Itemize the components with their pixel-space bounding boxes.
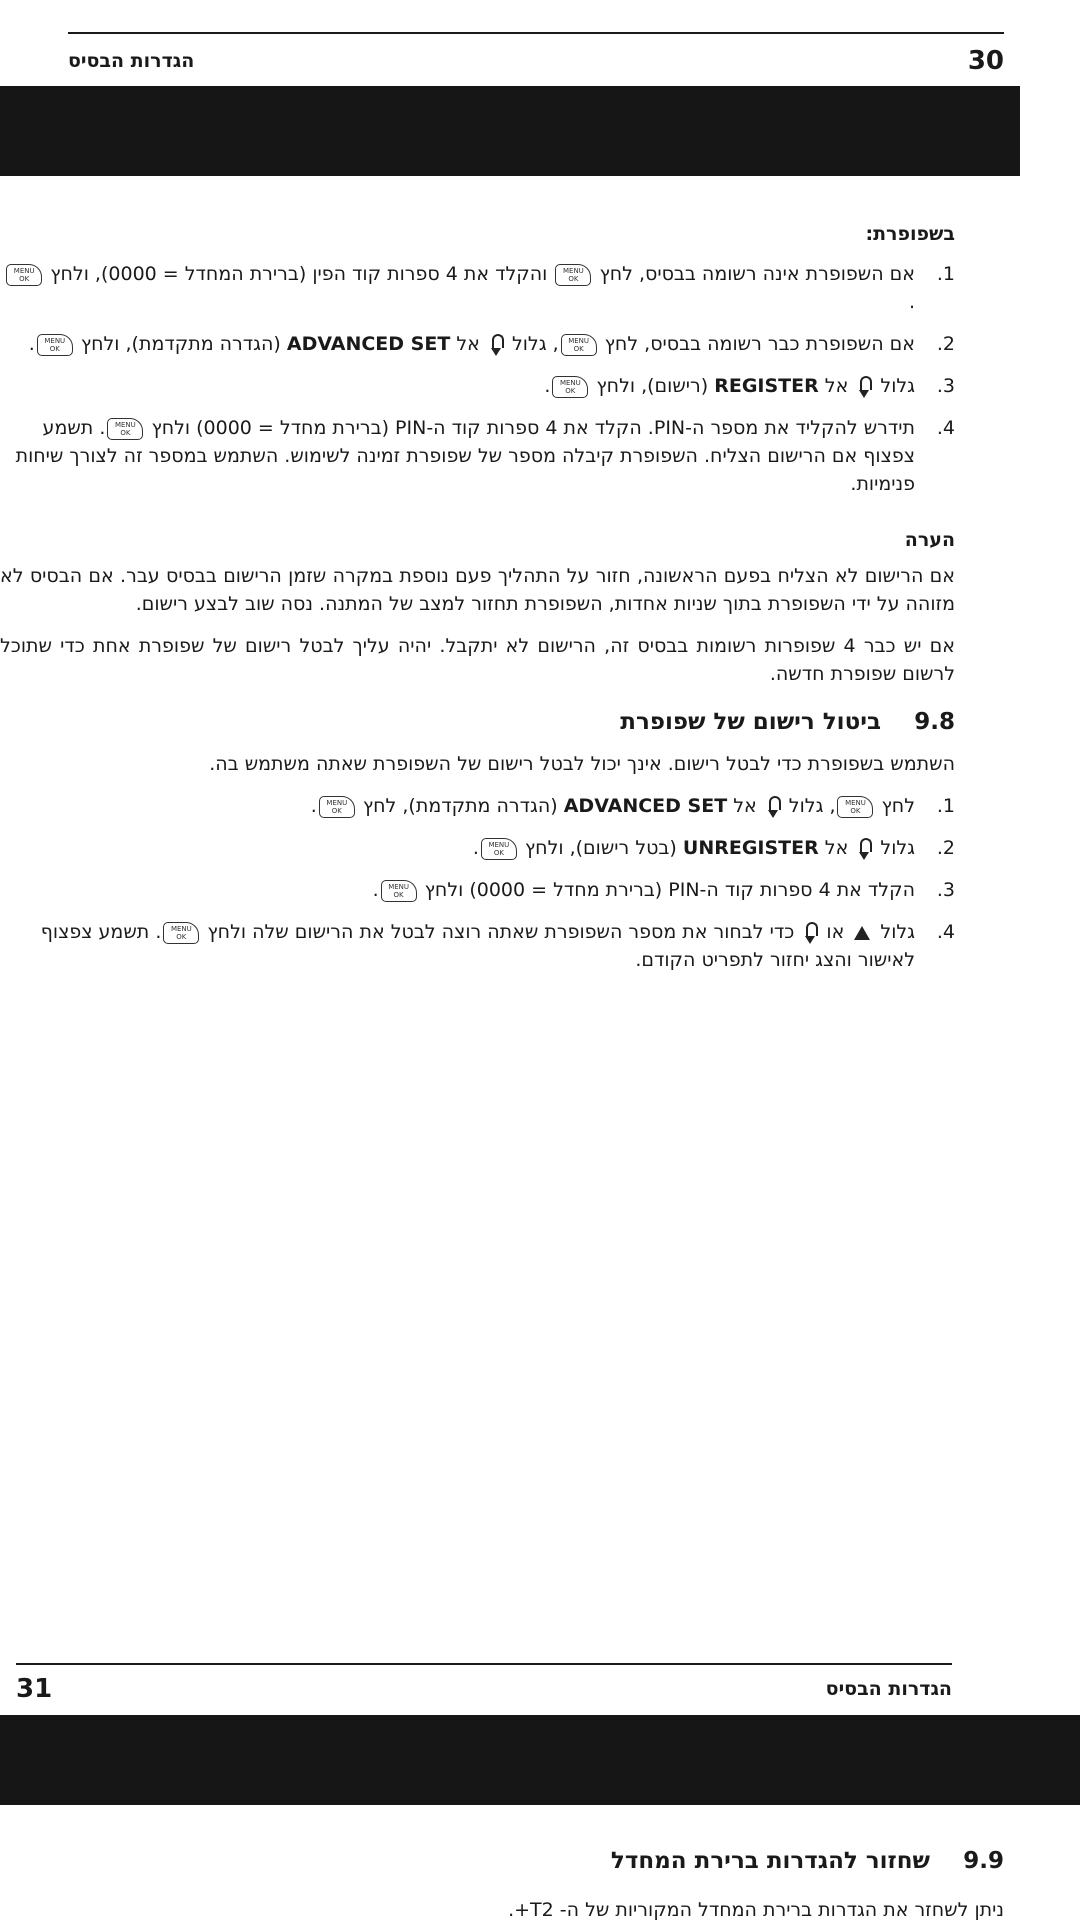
menu-ok-key-icon: MENU OK bbox=[381, 880, 417, 902]
menu-ok-key-icon: MENU OK bbox=[561, 334, 597, 356]
menu-ok-key-icon: MENU OK bbox=[107, 418, 143, 440]
section-heading-9-9 bbox=[104, 1848, 1004, 1874]
page-number: 31 bbox=[16, 1674, 53, 1704]
subheading-handset: בשפופרת: bbox=[865, 223, 955, 245]
step-text: אם השפופרת כבר רשומה בבסיס, לחץ MENU OK, גלול אל ADVANCED SET (הגדרה מתקדמת), ולחץ MENU OK. bbox=[0, 330, 915, 358]
menu-ok-key-icon: MENU OK bbox=[481, 838, 517, 860]
list-item bbox=[0, 330, 955, 358]
navigation-scroll-icon bbox=[856, 374, 872, 400]
step-number: 3. bbox=[936, 879, 955, 901]
register-steps bbox=[0, 260, 955, 498]
step-number: 3. bbox=[936, 375, 955, 397]
list-item bbox=[0, 834, 955, 862]
navigation-scroll-icon bbox=[765, 794, 781, 820]
list-item bbox=[0, 260, 955, 316]
list-item bbox=[0, 792, 955, 820]
page-30-content bbox=[0, 220, 955, 988]
header-title: הגדרות הבסיס bbox=[825, 1678, 952, 1700]
header-title: הגדרות הבסיס bbox=[68, 50, 195, 72]
step-text: אם השפופרת אינה רשומה בבסיס, לחץ MENU OK והקלד את 4 ספרות קוד הפין (ברירת המחדל = 0000), ולחץ MENU OK. bbox=[0, 260, 915, 316]
step-number: 1. bbox=[936, 263, 955, 285]
navigation-scroll-icon bbox=[488, 332, 504, 358]
step-number: 2. bbox=[936, 333, 955, 355]
page-gap-band bbox=[0, 1715, 1080, 1805]
menu-ok-key-icon: MENU OK bbox=[6, 264, 42, 286]
page-number: 30 bbox=[967, 46, 1004, 76]
step-number: 1. bbox=[936, 795, 955, 817]
page-gap-band bbox=[0, 86, 1020, 176]
page-header-31 bbox=[16, 1674, 952, 1714]
step-text: תידרש להקליד את מספר ה-PIN. הקלד את 4 ספרות קוד ה-PIN (ברירת מחדל = 0000) ולחץ MENU OK. תשמע צפצוף אם הרישום הצליח. השפופרת קיבלה מספר של שפופרת זמינה לשימוש. השתמש במספר זה לצורך שיחות פנימיות. bbox=[15, 417, 915, 495]
menu-ok-key-icon: MENU OK bbox=[319, 796, 355, 818]
list-item bbox=[0, 876, 955, 904]
menu-ok-key-icon: MENU OK bbox=[37, 334, 73, 356]
menu-ok-key-icon: MENU OK bbox=[555, 264, 591, 286]
list-item bbox=[0, 918, 955, 974]
page-header-30 bbox=[68, 44, 1004, 84]
top-rule bbox=[68, 32, 1004, 34]
list-item bbox=[0, 372, 955, 400]
section-intro: השתמש בשפופרת כדי לבטל רישום. אינך יכול לבטל רישום של השפופרת שאתה משתמש בה. bbox=[209, 753, 955, 775]
section-number: 9.8 bbox=[914, 709, 955, 735]
bottom-rule bbox=[16, 1663, 952, 1665]
unregister-steps bbox=[0, 792, 955, 974]
step-text: גלול או כדי לבחור את מספר השפופרת שאתה רוצה לבטל את הרישום שלה ולחץ MENU OK. תשמע צפצוף לאישור והצג יחזור לתפריט הקודם. bbox=[40, 921, 915, 971]
note-paragraph: אם הרישום לא הצליח בפעם הראשונה, חזור על התהליך פעם נוספת במקרה שזמן הרישום בבסיס עבר. אם הבסיס לא מזוהה על ידי השפופרת בתוך שניות אחדות, השפופרת תחזור למצב של המתנה. נסה שוב לבצע רישום. bbox=[0, 565, 955, 615]
list-item bbox=[0, 414, 955, 498]
step-text: גלול אל REGISTER (רישום), ולחץ MENU OK. bbox=[0, 372, 915, 400]
step-number: 2. bbox=[936, 837, 955, 859]
section-title: שחזור להגדרות ברירת המחדל bbox=[610, 1848, 930, 1874]
note-heading: הערה bbox=[904, 529, 955, 551]
section-number: 9.9 bbox=[963, 1848, 1004, 1874]
note-paragraph: אם יש כבר 4 שפופרות רשומות בבסיס זה, הרישום לא יתקבל. יהיה עליך לבטל רישום של שפופרת אחת כדי שתוכל לרשום שפופרת חדשה. bbox=[0, 635, 955, 685]
menu-ok-key-icon: MENU OK bbox=[163, 922, 199, 944]
step-text: לחץ MENU OK, גלול אל ADVANCED SET (הגדרה מתקדמת), לחץ MENU OK. bbox=[0, 792, 915, 820]
navigation-scroll-icon bbox=[856, 836, 872, 862]
section-intro: ניתן לשחזר את הגדרות ברירת המחדל המקוריות של ה- T2+. bbox=[508, 1899, 1004, 1920]
navigation-scroll-icon bbox=[802, 920, 818, 946]
step-number: 4. bbox=[936, 921, 955, 943]
step-text: גלול אל UNREGISTER (בטל רישום), ולחץ MENU OK. bbox=[0, 834, 915, 862]
scroll-up-icon bbox=[854, 926, 870, 940]
step-text: הקלד את 4 ספרות קוד ה-PIN (ברירת מחדל = 0000) ולחץ MENU OK. bbox=[372, 879, 915, 901]
menu-ok-key-icon: MENU OK bbox=[552, 376, 588, 398]
section-title: ביטול רישום של שפופרת bbox=[620, 709, 881, 735]
step-number: 4. bbox=[936, 417, 955, 439]
menu-ok-key-icon: MENU OK bbox=[837, 796, 873, 818]
section-heading-9-8 bbox=[0, 708, 955, 736]
